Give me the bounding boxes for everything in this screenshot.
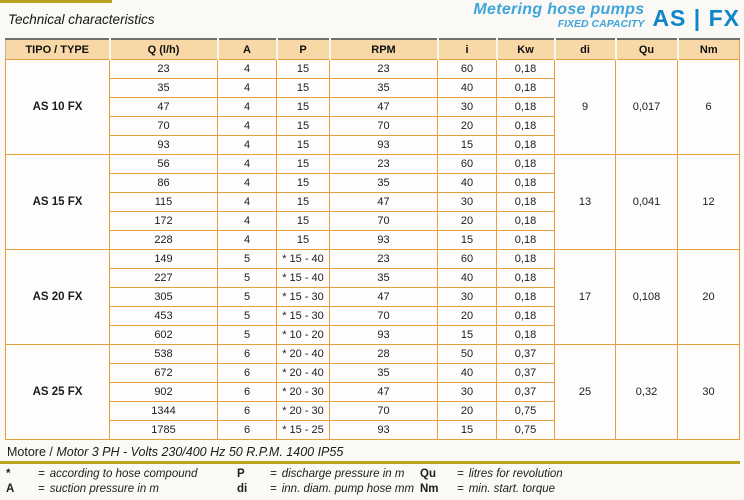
cell-rpm: 70 — [330, 402, 438, 421]
legend-column-2 — [237, 467, 414, 497]
cell-p: 15 — [277, 231, 330, 250]
cell-i: 20 — [438, 212, 497, 231]
cell-kw: 0,37 — [497, 364, 555, 383]
col-header-di: di — [555, 39, 616, 60]
cell-kw: 0,18 — [497, 155, 555, 174]
cell-di: 9 — [555, 60, 616, 155]
legend-item-p — [237, 467, 414, 482]
col-header-qu: Qu — [616, 39, 678, 60]
cell-qu: 0,32 — [616, 345, 678, 440]
legend-equals: = — [457, 483, 464, 495]
cell-kw: 0,75 — [497, 402, 555, 421]
cell-a: 4 — [218, 79, 277, 98]
cell-q: 23 — [110, 60, 218, 79]
table-row — [6, 60, 740, 79]
cell-a: 4 — [218, 193, 277, 212]
cell-rpm: 70 — [330, 212, 438, 231]
motor-note — [7, 445, 343, 459]
legend-symbol: P — [237, 468, 245, 480]
col-header-q: Q (l/h) — [110, 39, 218, 60]
cell-q: 672 — [110, 364, 218, 383]
cell-i: 30 — [438, 193, 497, 212]
cell-di: 25 — [555, 345, 616, 440]
group-as25fx — [6, 345, 740, 440]
cell-a: 4 — [218, 136, 277, 155]
cell-q: 902 — [110, 383, 218, 402]
cell-kw: 0,18 — [497, 269, 555, 288]
cell-kw: 0,18 — [497, 250, 555, 269]
cell-a: 4 — [218, 98, 277, 117]
cell-kw: 0,18 — [497, 288, 555, 307]
cell-p: 15 — [277, 155, 330, 174]
spec-table — [5, 38, 740, 440]
cell-kw: 0,18 — [497, 193, 555, 212]
cell-i: 15 — [438, 421, 497, 440]
top-edge-rule — [0, 0, 112, 3]
cell-p: * 15 - 40 — [277, 250, 330, 269]
cell-rpm: 35 — [330, 364, 438, 383]
legend-item-a — [6, 482, 197, 497]
cell-kw: 0,37 — [497, 345, 555, 364]
group-as20fx — [6, 250, 740, 345]
cell-a: 5 — [218, 250, 277, 269]
cell-rpm: 35 — [330, 79, 438, 98]
legend-equals: = — [457, 468, 464, 480]
cell-q: 35 — [110, 79, 218, 98]
pump-type-label: AS 10 FX — [6, 60, 110, 155]
legend-definition: min. start. torque — [468, 483, 556, 495]
cell-kw: 0,18 — [497, 307, 555, 326]
cell-rpm: 47 — [330, 98, 438, 117]
cell-nm: 20 — [678, 250, 740, 345]
cell-rpm: 93 — [330, 231, 438, 250]
cell-p: 15 — [277, 60, 330, 79]
cell-rpm: 93 — [330, 421, 438, 440]
cell-rpm: 70 — [330, 307, 438, 326]
cell-kw: 0,37 — [497, 383, 555, 402]
cell-i: 30 — [438, 288, 497, 307]
cell-p: 15 — [277, 136, 330, 155]
cell-q: 70 — [110, 117, 218, 136]
cell-q: 172 — [110, 212, 218, 231]
cell-kw: 0,18 — [497, 326, 555, 345]
cell-p: 15 — [277, 212, 330, 231]
legend-column-1 — [6, 467, 197, 497]
legend-symbol: Qu — [420, 468, 436, 480]
page-title: Technical characteristics — [8, 12, 155, 27]
cell-a: 6 — [218, 364, 277, 383]
legend-symbol: Nm — [420, 483, 439, 495]
cell-qu: 0,017 — [616, 60, 678, 155]
table-row — [6, 155, 740, 174]
cell-p: 15 — [277, 174, 330, 193]
pump-type-label: AS 25 FX — [6, 345, 110, 440]
legend-definition: discharge pressure in m — [281, 468, 405, 480]
cell-p: 15 — [277, 98, 330, 117]
col-header-i: i — [438, 39, 497, 60]
cell-i: 40 — [438, 269, 497, 288]
cell-a: 4 — [218, 174, 277, 193]
cell-q: 538 — [110, 345, 218, 364]
cell-kw: 0,18 — [497, 60, 555, 79]
cell-nm: 6 — [678, 60, 740, 155]
legend-definition: suction pressure in m — [49, 483, 160, 495]
legend — [0, 467, 744, 499]
cell-a: 6 — [218, 383, 277, 402]
cell-i: 15 — [438, 326, 497, 345]
col-header-rpm: RPM — [330, 39, 438, 60]
legend-item-nm — [420, 482, 563, 497]
table-row — [6, 250, 740, 269]
cell-a: 4 — [218, 117, 277, 136]
legend-equals: = — [38, 468, 45, 480]
col-header-type: TIPO / TYPE — [6, 39, 110, 60]
legend-equals: = — [270, 483, 277, 495]
cell-i: 40 — [438, 79, 497, 98]
cell-a: 6 — [218, 421, 277, 440]
cell-rpm: 35 — [330, 174, 438, 193]
legend-symbol: A — [6, 483, 15, 495]
brand-product-line: Metering hose pumps — [473, 1, 645, 18]
cell-p: * 20 - 40 — [277, 345, 330, 364]
cell-q: 228 — [110, 231, 218, 250]
cell-q: 227 — [110, 269, 218, 288]
group-as10fx — [6, 60, 740, 155]
cell-p: * 15 - 40 — [277, 269, 330, 288]
cell-kw: 0,18 — [497, 79, 555, 98]
pump-type-label: AS 20 FX — [6, 250, 110, 345]
legend-item-asterisk — [6, 467, 197, 482]
cell-rpm: 70 — [330, 117, 438, 136]
cell-a: 4 — [218, 155, 277, 174]
cell-p: * 20 - 30 — [277, 402, 330, 421]
cell-qu: 0,108 — [616, 250, 678, 345]
motor-note-spec: Motor 3 PH - Volts 230/400 Hz 50 R.P.M. 1400 IP55 — [56, 445, 344, 459]
cell-p: * 15 - 30 — [277, 307, 330, 326]
cell-i: 15 — [438, 231, 497, 250]
brand-block — [473, 1, 740, 30]
cell-kw: 0,18 — [497, 98, 555, 117]
cell-kw: 0,75 — [497, 421, 555, 440]
cell-i: 20 — [438, 117, 497, 136]
cell-q: 115 — [110, 193, 218, 212]
cell-nm: 12 — [678, 155, 740, 250]
cell-rpm: 35 — [330, 269, 438, 288]
legend-equals: = — [38, 483, 45, 495]
col-header-nm: Nm — [678, 39, 740, 60]
cell-p: * 15 - 30 — [277, 288, 330, 307]
cell-rpm: 47 — [330, 288, 438, 307]
cell-nm: 30 — [678, 345, 740, 440]
cell-a: 5 — [218, 307, 277, 326]
cell-i: 60 — [438, 60, 497, 79]
cell-i: 40 — [438, 364, 497, 383]
cell-i: 15 — [438, 136, 497, 155]
cell-rpm: 23 — [330, 155, 438, 174]
cell-p: * 15 - 25 — [277, 421, 330, 440]
legend-symbol: * — [6, 468, 11, 480]
cell-a: 4 — [218, 60, 277, 79]
cell-p: 15 — [277, 117, 330, 136]
cell-qu: 0,041 — [616, 155, 678, 250]
legend-item-di — [237, 482, 414, 497]
cell-di: 13 — [555, 155, 616, 250]
cell-q: 1344 — [110, 402, 218, 421]
cell-rpm: 23 — [330, 60, 438, 79]
cell-i: 60 — [438, 155, 497, 174]
cell-q: 305 — [110, 288, 218, 307]
cell-i: 50 — [438, 345, 497, 364]
cell-rpm: 23 — [330, 250, 438, 269]
legend-symbol: di — [237, 483, 248, 495]
cell-i: 30 — [438, 383, 497, 402]
table-row — [6, 345, 740, 364]
cell-q: 602 — [110, 326, 218, 345]
spec-table-header — [6, 39, 740, 60]
cell-a: 6 — [218, 402, 277, 421]
cell-a: 6 — [218, 345, 277, 364]
cell-q: 149 — [110, 250, 218, 269]
brand-text — [473, 1, 644, 30]
cell-i: 60 — [438, 250, 497, 269]
cell-p: 15 — [277, 79, 330, 98]
cell-rpm: 28 — [330, 345, 438, 364]
legend-definition: litres for revolution — [468, 468, 563, 480]
cell-rpm: 47 — [330, 193, 438, 212]
cell-kw: 0,18 — [497, 174, 555, 193]
cell-i: 20 — [438, 307, 497, 326]
col-header-a: A — [218, 39, 277, 60]
cell-q: 453 — [110, 307, 218, 326]
cell-kw: 0,18 — [497, 212, 555, 231]
cell-q: 47 — [110, 98, 218, 117]
cell-a: 4 — [218, 212, 277, 231]
divider-rule — [0, 461, 740, 464]
header-row — [6, 39, 740, 60]
cell-i: 40 — [438, 174, 497, 193]
cell-kw: 0,18 — [497, 231, 555, 250]
legend-definition: according to hose compound — [49, 468, 198, 480]
legend-definition: inn. diam. pump hose mm — [281, 483, 415, 495]
cell-q: 1785 — [110, 421, 218, 440]
legend-item-qu — [420, 467, 563, 482]
cell-p: * 20 - 30 — [277, 383, 330, 402]
cell-i: 20 — [438, 402, 497, 421]
cell-a: 5 — [218, 288, 277, 307]
cell-q: 93 — [110, 136, 218, 155]
col-header-p: P — [277, 39, 330, 60]
col-header-kw: Kw — [497, 39, 555, 60]
cell-p: * 10 - 20 — [277, 326, 330, 345]
cell-rpm: 93 — [330, 136, 438, 155]
cell-i: 30 — [438, 98, 497, 117]
brand-logo: AS | FX — [652, 5, 740, 31]
cell-kw: 0,18 — [497, 136, 555, 155]
motor-note-prefix: Motore / — [7, 445, 57, 459]
cell-di: 17 — [555, 250, 616, 345]
cell-kw: 0,18 — [497, 117, 555, 136]
legend-column-3 — [420, 467, 563, 497]
cell-q: 56 — [110, 155, 218, 174]
cell-p: 15 — [277, 193, 330, 212]
cell-p: * 20 - 40 — [277, 364, 330, 383]
cell-a: 5 — [218, 326, 277, 345]
brand-capacity-line: FIXED CAPACITY — [557, 18, 645, 30]
cell-rpm: 47 — [330, 383, 438, 402]
cell-q: 86 — [110, 174, 218, 193]
group-as15fx — [6, 155, 740, 250]
cell-a: 4 — [218, 231, 277, 250]
cell-rpm: 93 — [330, 326, 438, 345]
cell-a: 5 — [218, 269, 277, 288]
pump-type-label: AS 15 FX — [6, 155, 110, 250]
legend-equals: = — [270, 468, 277, 480]
